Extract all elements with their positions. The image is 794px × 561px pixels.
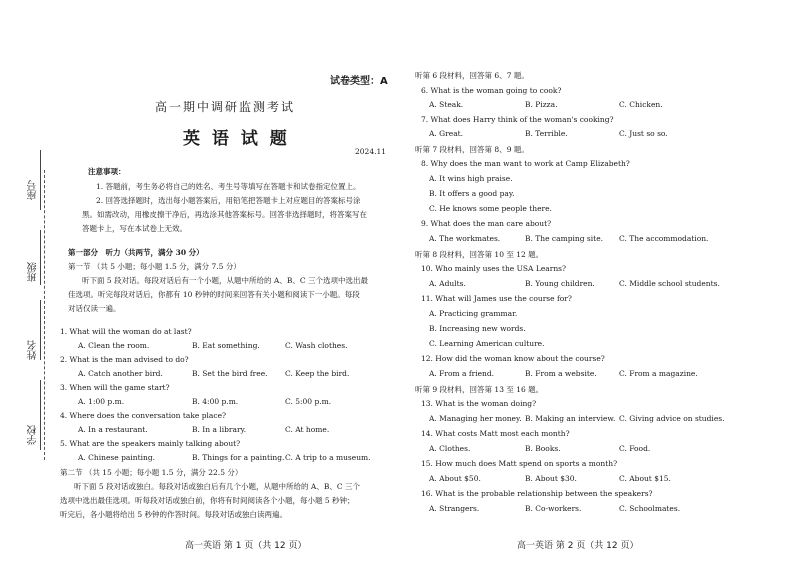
q8-option-a[interactable]: A. It wins high praise.	[429, 174, 513, 183]
q14-option-b[interactable]: B. Books.	[525, 444, 561, 453]
q3-option-a[interactable]: A. 1:00 p.m.	[78, 397, 125, 406]
question-3: 3. When will the game start?	[60, 383, 170, 392]
q12-option-a[interactable]: A. From a friend.	[429, 369, 495, 378]
exam-page-2	[397, 0, 794, 561]
notice-2b: 黑。如需改动，用橡皮擦干净后，再选涂其他答案标号。回答非选择题时，将答案写在	[82, 210, 367, 219]
q7-option-a[interactable]: A. Great.	[429, 129, 464, 138]
question-12: 12. How did the woman know about the course?	[421, 354, 605, 363]
listening-intro-6: 听第 6 段材料，回答第 6、7 题。	[415, 71, 529, 80]
section2-instruction-a: 听下面 5 段对话或独白。每段对话或独白后有几个小题，从题中所给的 A、B、C 三个	[74, 482, 360, 491]
section2-instruction-c: 听完后，各小题将给出 5 秒钟的作答时间。每段对话或独白读两遍。	[60, 510, 288, 519]
q1-option-b[interactable]: B. Eat something.	[192, 341, 260, 350]
page-1-footer: 高一英语 第 1 页（共 12 页）	[185, 541, 307, 551]
exam-title: 高一期中调研监测考试	[155, 100, 296, 114]
section2-instruction-b: 选项中选出最佳选项。听每段对话或独白前，你将有时间阅读各个小题，每小题 5 秒钟；	[60, 496, 355, 505]
subject-title: 英 语 试 题	[183, 129, 290, 149]
q10-option-b[interactable]: B. Young children.	[525, 279, 595, 288]
q3-option-b[interactable]: B. 4:00 p.m.	[192, 397, 239, 406]
q15-option-c[interactable]: C. About $15.	[619, 474, 671, 483]
notice-heading: 注意事项：	[88, 167, 126, 176]
q7-option-c[interactable]: C. Just so so.	[619, 129, 668, 138]
question-14: 14. What costs Matt most each month?	[421, 429, 570, 438]
notice-2c: 答题卡上，写在本试卷上无效。	[82, 224, 187, 233]
question-6: 6. What is the woman going to cook?	[421, 86, 562, 95]
q1-option-c[interactable]: C. Wash clothes.	[285, 341, 348, 350]
q14-option-c[interactable]: C. Food.	[619, 444, 651, 453]
q4-option-c[interactable]: C. At home.	[285, 425, 330, 434]
notice-1: 1. 答题前，考生务必将自己的姓名、考生号等填写在答题卡和试卷指定位置上。	[96, 182, 361, 191]
q14-option-a[interactable]: A. Clothes.	[429, 444, 471, 453]
binding-line	[44, 170, 45, 460]
q3-option-c[interactable]: C. 5:00 p.m.	[285, 397, 332, 406]
q6-option-c[interactable]: C. Chicken.	[619, 100, 663, 109]
q8-option-c[interactable]: C. He knows some people there.	[429, 204, 552, 213]
q16-option-c[interactable]: C. Schoolmates.	[619, 504, 681, 513]
paper-type: 试卷类型：A	[330, 76, 388, 87]
q9-option-c[interactable]: C. The accommodation.	[619, 234, 709, 243]
part1-heading: 第一部分 听力（共两节，满分 30 分）	[68, 248, 204, 257]
section2-heading: 第二节 （共 15 小题；每小题 1.5 分，满分 22.5 分）	[60, 468, 243, 477]
q5-option-c[interactable]: C. A trip to a museum.	[285, 453, 371, 462]
q15-option-a[interactable]: A. About $50.	[429, 474, 481, 483]
listening-intro-8: 听第 8 段材料，回答第 10 至 12 题。	[415, 250, 544, 259]
school-field[interactable]	[40, 380, 41, 450]
q10-option-a[interactable]: A. Adults.	[429, 279, 466, 288]
q2-option-b[interactable]: B. Set the bird free.	[192, 369, 268, 378]
q2-option-c[interactable]: C. Keep the bird.	[285, 369, 350, 378]
q9-option-a[interactable]: A. The workmates.	[429, 234, 501, 243]
q9-option-b[interactable]: B. The camping site.	[525, 234, 604, 243]
name-field[interactable]	[40, 300, 41, 360]
q8-option-b[interactable]: B. It offers a good pay.	[429, 189, 515, 198]
q15-option-b[interactable]: B. About $30.	[525, 474, 577, 483]
page-2-footer: 高一英语 第 2 页（共 12 页）	[517, 541, 639, 551]
class-field[interactable]	[40, 230, 41, 285]
section1-instruction-c: 对话仅读一遍。	[68, 304, 121, 313]
section1-instruction-a: 听下面 5 段对话。每段对话后有一个小题，从题中所给的 A、B、C 三个选项中选出最	[82, 276, 368, 285]
binding-margin	[0, 0, 62, 561]
listening-intro-7: 听第 7 段材料，回答第 8、9 题。	[415, 145, 529, 154]
listening-intro-9: 听第 9 段材料，回答第 13 至 16 题。	[415, 385, 544, 394]
q11-option-c[interactable]: C. Learning American culture.	[429, 339, 545, 348]
q11-option-a[interactable]: A. Practicing grammar.	[429, 309, 518, 318]
question-10: 10. Who mainly uses the USA Learns?	[421, 264, 567, 273]
question-8: 8. Why does the man want to work at Camp Elizabeth?	[421, 159, 630, 168]
exam-date: 2024.11	[355, 147, 387, 156]
q6-option-b[interactable]: B. Pizza.	[525, 100, 558, 109]
q5-option-a[interactable]: A. Chinese painting.	[78, 453, 156, 462]
q1-option-a[interactable]: A. Clean the room.	[78, 341, 150, 350]
q13-option-c[interactable]: C. Giving advice on studies.	[619, 414, 725, 423]
question-13: 13. What is the woman doing?	[421, 399, 537, 408]
q16-option-a[interactable]: A. Strangers.	[429, 504, 480, 513]
q16-option-b[interactable]: B. Co-workers.	[525, 504, 582, 513]
q5-option-b[interactable]: B. Things for a painting.	[192, 453, 285, 462]
question-16: 16. What is the probable relationship between the speakers?	[421, 489, 653, 498]
class-label: 班级	[28, 262, 39, 282]
seat-no-field[interactable]	[40, 150, 41, 210]
q13-option-a[interactable]: A. Managing her money.	[429, 414, 522, 423]
question-2: 2. What is the man advised to do?	[60, 355, 189, 364]
q11-option-b[interactable]: B. Increasing new words.	[429, 324, 526, 333]
section1-heading: 第一节 （共 5 小题；每小题 1.5 分，满分 7.5 分）	[68, 262, 241, 271]
q13-option-b[interactable]: B. Making an interview.	[525, 414, 616, 423]
notice-2a: 2. 回答选择题时，选出每小题答案后，用铅笔把答题卡上对应题目的答案标号涂	[96, 196, 361, 205]
q7-option-b[interactable]: B. Terrible.	[525, 129, 568, 138]
q12-option-b[interactable]: B. From a website.	[525, 369, 597, 378]
q6-option-a[interactable]: A. Steak.	[429, 100, 464, 109]
question-15: 15. How much does Matt spend on sports a month?	[421, 459, 618, 468]
school-label: 学校	[28, 425, 39, 445]
q12-option-c[interactable]: C. From a magazine.	[619, 369, 698, 378]
section1-instruction-b: 佳选项。听完每段对话后，你都有 10 秒钟的时间来回答有关小题和阅读下一小题。每段	[68, 290, 360, 299]
question-9: 9. What does the man care about?	[421, 219, 552, 228]
seat-no-label: 座号	[28, 180, 39, 200]
q2-option-a[interactable]: A. Catch another bird.	[78, 369, 163, 378]
question-11: 11. What will James use the course for?	[421, 294, 572, 303]
question-1: 1. What will the woman do at last?	[60, 327, 192, 336]
question-5: 5. What are the speakers mainly talking about?	[60, 439, 241, 448]
question-7: 7. What does Harry think of the woman's cooking?	[421, 115, 614, 124]
name-label: 姓名	[28, 340, 39, 360]
question-4: 4. Where does the conversation take place?	[60, 411, 227, 420]
q4-option-a[interactable]: A. In a restaurant.	[78, 425, 148, 434]
q10-option-c[interactable]: C. Middle school students.	[619, 279, 720, 288]
q4-option-b[interactable]: B. In a library.	[192, 425, 247, 434]
